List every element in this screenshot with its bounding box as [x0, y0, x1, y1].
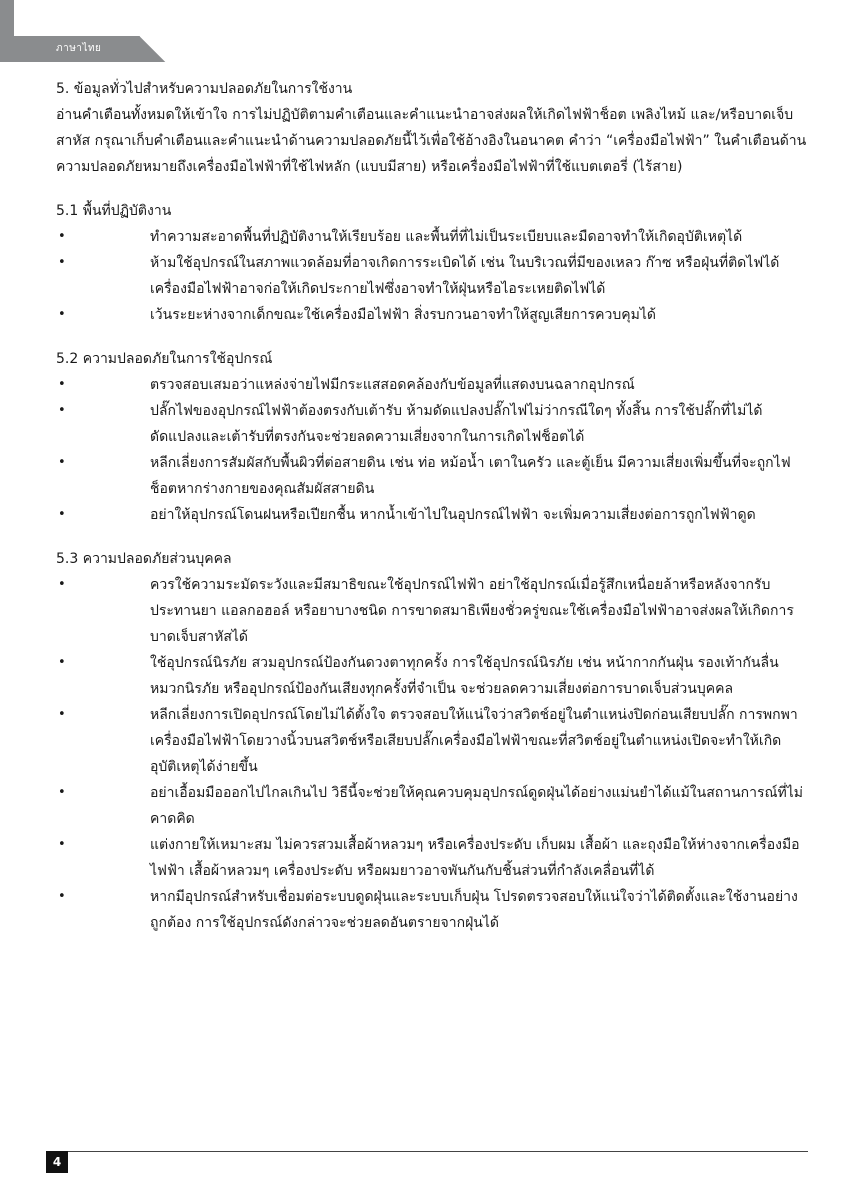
language-tab: [0, 0, 178, 62]
list-item-text: ปลั๊กไฟของอุปกรณ์ไฟฟ้าต้องตรงกับเต้ารับ ห้ามดัดแปลงปลั๊กไฟไม่ว่ากรณีใดๆ ทั้งสิ้น การใช้ปลั๊กที่ไม่ได้ดัดแปลงและเต้ารับที่ตรงกันจะช่วยลดความเสี่ยงจากในการเกิดไฟช็อตได้: [150, 403, 763, 445]
list-item: [56, 302, 808, 328]
bullet-list: [56, 224, 808, 328]
list-item-text: หากมีอุปกรณ์สำหรับเชื่อมต่อระบบดูดฝุ่นและระบบเก็บฝุ่น โปรดตรวจสอบให้แน่ใจว่าได้ติดตั้งและใช้งานอย่างถูกต้อง การใช้อุปกรณ์ดังกล่าวจะช่วยลดอันตรายจากฝุ่นได้: [150, 889, 798, 931]
list-item-text: ใช้อุปกรณ์นิรภัย สวมอุปกรณ์ป้องกันดวงตาทุกครั้ง การใช้อุปกรณ์นิรภัย เช่น หน้ากากกันฝุ่น รองเท้ากันลื่น หมวกนิรภัย หรืออุปกรณ์ป้องกันเสียงทุกครั้งที่จำเป็น จะช่วยลดความเสี่ยงต่อการบาดเจ็บส่วนบุคคล: [150, 655, 779, 697]
list-item: [56, 832, 808, 884]
document-body: [56, 76, 808, 936]
list-item-text: อย่าเอื้อมมือออกไปไกลเกินไป วิธีนี้จะช่วยให้คุณควบคุมอุปกรณ์ดูดฝุ่นได้อย่างแม่นยำได้แม้ในสถานการณ์ที่ไม่คาดคิด: [150, 785, 804, 827]
list-item: [56, 650, 808, 702]
section-personal-safety: [56, 546, 808, 936]
bullet-icon: •: [58, 707, 66, 722]
list-item: [56, 884, 808, 936]
list-item-text: อย่าให้อุปกรณ์โดนฝนหรือเปียกชื้น หากน้ำเข้าไปในอุปกรณ์ไฟฟ้า จะเพิ่มความเสี่ยงต่อการถูกไฟฟ้าดูด: [150, 507, 756, 523]
list-item: [56, 572, 808, 650]
section-work-area: [56, 198, 808, 328]
bullet-icon: •: [58, 837, 66, 852]
bullet-icon: •: [58, 255, 66, 270]
list-item-text: ห้ามใช้อุปกรณ์ในสภาพแวดล้อมที่อาจเกิดการระเบิดได้ เช่น ในบริเวณที่มีของเหลว ก๊าซ หรือฝุ่นที่ติดไฟได้ เครื่องมือไฟฟ้าอาจก่อให้เกิดประกายไฟซึ่งอาจทำให้ฝุ่นหรือไอระเหยติดไฟได้: [150, 255, 780, 297]
bullet-icon: •: [58, 229, 66, 244]
footer-divider: [46, 1151, 808, 1152]
intro-heading: 5. ข้อมูลทั่วไปสำหรับความปลอดภัยในการใช้งาน: [56, 81, 353, 97]
section-equipment-safety: [56, 346, 808, 528]
bullet-icon: •: [58, 403, 66, 418]
list-item-text: เว้นระยะห่างจากเด็กขณะใช้เครื่องมือไฟฟ้า สิ่งรบกวนอาจทำให้สูญเสียการควบคุมได้: [150, 307, 656, 323]
list-item-text: ควรใช้ความระมัดระวังและมีสมาธิขณะใช้อุปกรณ์ไฟฟ้า อย่าใช้อุปกรณ์เมื่อรู้สึกเหนื่อยล้าหรือหลังจากรับประทานยา แอลกอฮอล์ หรือยาบางชนิด การขาดสมาธิเพียงชั่วครู่ขณะใช้เครื่องมือไฟฟ้าอาจส่งผลให้เกิดการบาดเจ็บสาหัสได้: [150, 577, 794, 645]
section-heading: 5.1 พื้นที่ปฏิบัติงาน: [56, 203, 172, 219]
list-item: [56, 398, 808, 450]
bullet-icon: •: [58, 455, 66, 470]
bullet-icon: •: [58, 889, 66, 904]
list-item: [56, 780, 808, 832]
list-item: [56, 250, 808, 302]
list-item-text: แต่งกายให้เหมาะสม ไม่ควรสวมเสื้อผ้าหลวมๆ หรือเครื่องประดับ เก็บผม เสื้อผ้า และถุงมือให้ห่างจากเครื่องมือไฟฟ้า เสื้อผ้าหลวมๆ เครื่องประดับ หรือผมยาวอาจพันกันกับชิ้นส่วนที่กำลังเคลื่อนที่ได้: [150, 837, 800, 879]
list-item: [56, 702, 808, 780]
bullet-icon: •: [58, 655, 66, 670]
bullet-list: [56, 372, 808, 528]
language-label: ภาษาไทย: [56, 43, 102, 54]
list-item-text: หลีกเลี่ยงการเปิดอุปกรณ์โดยไม่ได้ตั้งใจ ตรวจสอบให้แน่ใจว่าสวิตช์อยู่ในตำแหน่งปิดก่อนเสียบปลั๊ก การพกพาเครื่องมือไฟฟ้าโดยวางนิ้วบนสวิตช์หรือเสียบปลั๊กเครื่องมือไฟฟ้าขณะที่สวิตช์อยู่ในตำแหน่งเปิดจะทำให้เกิดอุบัติเหตุได้ง่ายขึ้น: [150, 707, 798, 775]
bullet-icon: •: [58, 577, 66, 592]
bullet-icon: •: [58, 785, 66, 800]
bullet-icon: •: [58, 377, 66, 392]
list-item: [56, 450, 808, 502]
bullet-list: [56, 572, 808, 936]
section-heading: 5.3 ความปลอดภัยส่วนบุคคล: [56, 551, 232, 567]
list-item-text: ตรวจสอบเสมอว่าแหล่งจ่ายไฟมีกระแสสอดคล้องกับข้อมูลที่แสดงบนฉลากอุปกรณ์: [150, 377, 635, 393]
intro-paragraph: อ่านคำเตือนทั้งหมดให้เข้าใจ การไม่ปฏิบัติตามคำเตือนและคำแนะนำอาจส่งผลให้เกิดไฟฟ้าช็อต เพลิงไหม้ และ/หรือบาดเจ็บสาหัส กรุณาเก็บคำเตือนและคำแนะนำด้านความปลอดภัยนี้ไว้เพื่อใช้อ้างอิงในอนาคต คำว่า “เครื่องมือไฟฟ้า” ในคำเตือนด้านความปลอดภัยหมายถึงเครื่องมือไฟฟ้าที่ใช้ไฟหลัก (แบบมีสาย) หรือเครื่องมือไฟฟ้าที่ใช้แบตเตอรี่ (ไร้สาย): [56, 107, 807, 175]
bullet-icon: •: [58, 307, 66, 322]
section-heading: 5.2 ความปลอดภัยในการใช้อุปกรณ์: [56, 351, 273, 367]
page-number: 4: [46, 1151, 68, 1173]
list-item-text: ทำความสะอาดพื้นที่ปฏิบัติงานให้เรียบร้อย และพื้นที่ที่ไม่เป็นระเบียบและมืดอาจทำให้เกิดอุบัติเหตุได้: [150, 229, 743, 245]
list-item: [56, 502, 808, 528]
bullet-icon: •: [58, 507, 66, 522]
list-item: [56, 224, 808, 250]
list-item-text: หลีกเลี่ยงการสัมผัสกับพื้นผิวที่ต่อสายดิน เช่น ท่อ หม้อน้ำ เตาในครัว และตู้เย็น มีความเสี่ยงเพิ่มขึ้นที่จะถูกไฟช็อตหากร่างกายของคุณสัมผัสสายดิน: [150, 455, 791, 497]
list-item: [56, 372, 808, 398]
